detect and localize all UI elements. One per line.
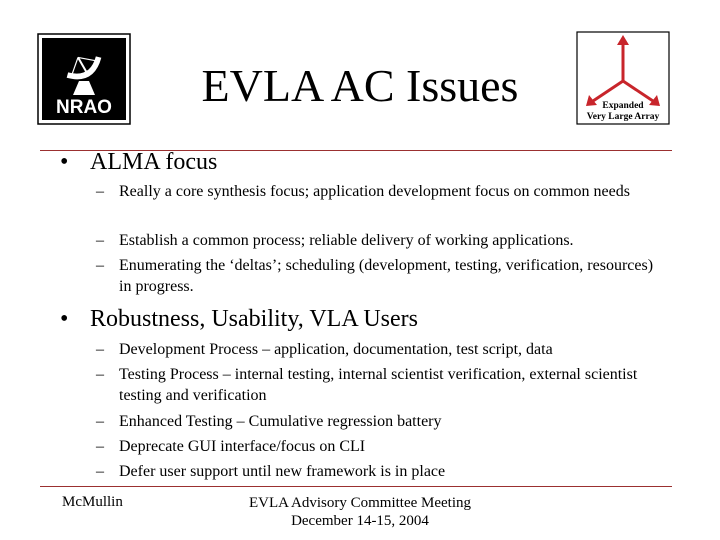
sub-bullet: – Establish a common process; reliable delivery of working applications. (96, 230, 666, 251)
sub-bullet-text: Enhanced Testing – Cumulative regression battery (119, 413, 442, 430)
sub-bullet-text: Testing Process – internal testing, internal scientist verification, external scientist testing and verification (119, 366, 638, 404)
footer-author: McMullin (62, 494, 123, 510)
sub-bullet: – Deprecate GUI interface/focus on CLI (96, 436, 666, 457)
sub-bullet: – Really a core synthesis focus; application development focus on common needs (96, 181, 666, 202)
footer-event-name: EVLA Advisory Committee Meeting (248, 495, 472, 511)
sub-bullet-text: Establish a common process; reliable delivery of working applications. (119, 232, 574, 249)
bullet-robustness (60, 305, 418, 333)
slide-title: EVLA AC Issues (201, 60, 519, 111)
bullet-text: Robustness, Usability, VLA Users (90, 306, 419, 332)
sub-bullet: – Defer user support until new framework is in place (96, 461, 666, 482)
sub-bullet-text: Development Process – application, documentation, test script, data (119, 341, 553, 358)
evla-logo-line1: Expanded (602, 101, 644, 111)
sub-bullet-text: Defer user support until new framework is in place (119, 463, 446, 480)
sub-bullet-text: Enumerating the ‘deltas’; scheduling (development, testing, verification, resources) in progress. (119, 257, 654, 295)
footer-event-date: December 14-15, 2004 (291, 513, 429, 529)
evla-logo-line2: Very Large Array (586, 112, 660, 122)
sub-bullet-text: Really a core synthesis focus; application development focus on common needs (119, 183, 630, 200)
footer-event (0, 494, 720, 530)
sub-bullet: – Enhanced Testing – Cumulative regression battery (96, 411, 666, 432)
bullet-dot: • (60, 149, 69, 175)
nrao-logo-text: NRAO (56, 97, 112, 118)
bullet-dot: • (60, 306, 69, 332)
footer-divider (40, 486, 672, 487)
sub-bullet: – Development Process – application, documentation, test script, data (96, 339, 666, 360)
sub-bullet-text: Deprecate GUI interface/focus on CLI (119, 438, 366, 455)
sub-bullet: – Enumerating the ‘deltas’; scheduling (development, testing, verification, resources) in progress. (96, 255, 666, 297)
bullet-alma-focus (60, 148, 217, 176)
sub-bullet: – Testing Process – internal testing, internal scientist verification, external scientist testing and verification (96, 364, 666, 406)
bullet-text: ALMA focus (90, 149, 218, 175)
